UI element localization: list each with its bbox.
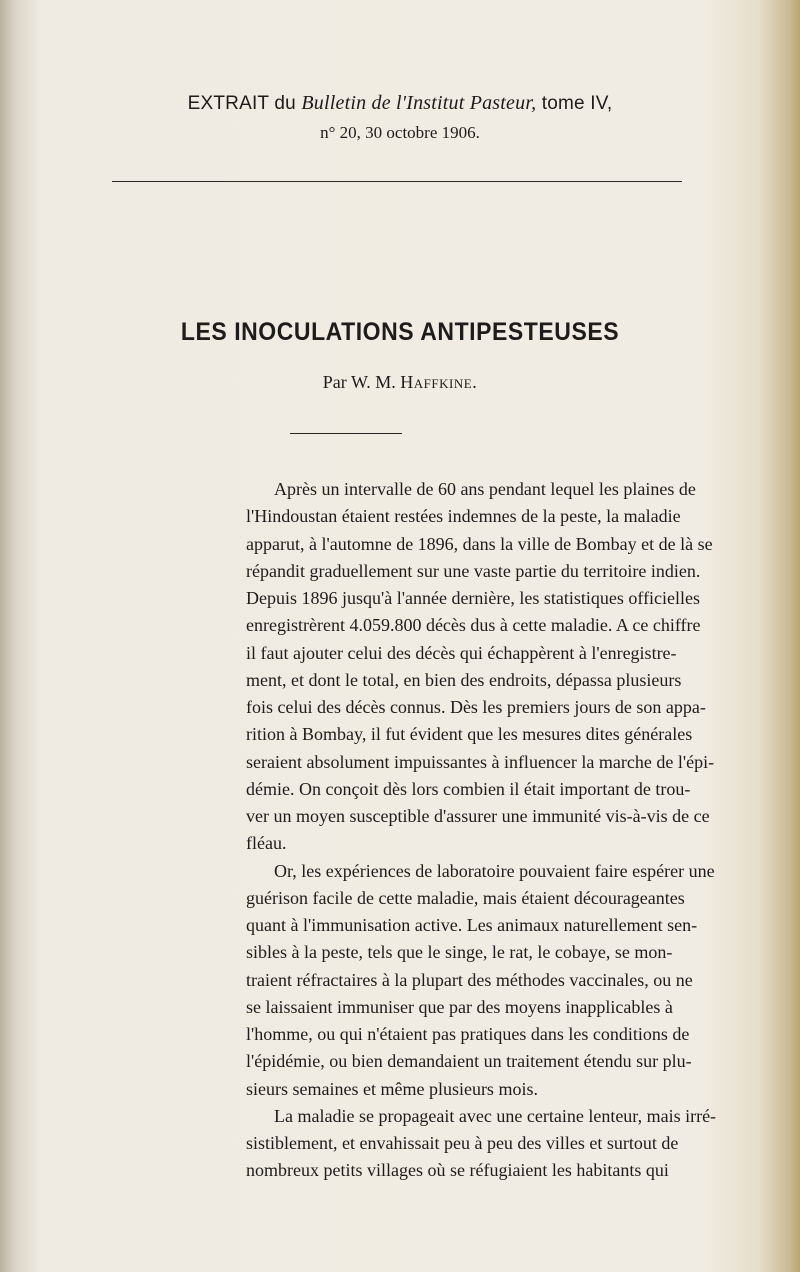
byline bbox=[0, 372, 800, 393]
text-line: répandit graduellement sur une vaste partie du territoire indien. bbox=[246, 560, 701, 581]
extract-prefix: EXTRAIT du bbox=[187, 93, 296, 114]
text-line: démie. On conçoit dès lors combien il était important de trou- bbox=[246, 778, 691, 799]
text-line: sieurs semaines et même plusieurs mois. bbox=[246, 1078, 538, 1099]
text-line: Depuis 1896 jusqu'à l'année dernière, les statistiques officielles bbox=[246, 588, 701, 608]
text-line: l'épidémie, ou bien demandaient un traitement étendu sur plu- bbox=[246, 1051, 692, 1072]
text-line: guérison facile de cette maladie, mais étaient décourageantes bbox=[246, 887, 685, 908]
paragraph bbox=[246, 858, 715, 1103]
issue-date: n° 20, 30 octobre 1906. bbox=[320, 123, 480, 142]
byline-prefix: Par W. M. bbox=[322, 372, 396, 392]
text-line: traient réfractaires à la plupart des méthodes vaccinales, ou ne bbox=[246, 969, 693, 990]
text-line: rition à Bombay, il fut évident que les mesures dites générales bbox=[246, 724, 693, 745]
text-line: il faut ajouter celui des décès qui échappèrent à l'enregistre- bbox=[246, 642, 677, 663]
text-line: ment, et dont le total, en bien des endroits, dépassa plusieurs bbox=[246, 669, 682, 690]
text-line: sistiblement, et envahissait peu à peu des villes et surtout de bbox=[246, 1133, 679, 1153]
journal-name: Bulletin de l'Institut Pasteur, bbox=[301, 92, 537, 114]
text-line: quant à l'immunisation active. Les animaux naturellement sen- bbox=[246, 915, 698, 935]
paragraph bbox=[246, 476, 715, 858]
text-line: Or, les expériences de laboratoire pouvaient faire espérer une bbox=[274, 860, 715, 881]
text-line: fléau. bbox=[246, 833, 287, 854]
text-line: l'homme, ou qui n'étaient pas pratiques dans les conditions de bbox=[246, 1024, 690, 1044]
text-line: nombreux petits villages où se réfugiaient les habitants qui bbox=[246, 1160, 669, 1181]
extract-citation bbox=[0, 92, 800, 115]
header-divider bbox=[112, 181, 682, 182]
text-line: fois celui des décès connus. Dès les premiers jours de son appa- bbox=[246, 697, 706, 717]
text-line: l'Hindoustan étaient restées indemnes de la peste, la maladie bbox=[246, 506, 681, 527]
author-name: Haffkine. bbox=[400, 372, 478, 392]
article-title: LES INOCULATIONS ANTIPESTEUSES bbox=[180, 318, 620, 346]
text-line: sibles à la peste, tels que le singe, le rat, le cobaye, se mon- bbox=[246, 942, 673, 963]
text-line: seraient absolument impuissantes à influencer la marche de l'épi- bbox=[246, 751, 715, 772]
volume: tome IV, bbox=[541, 93, 613, 114]
text-line: se laissaient immuniser que par des moyens inapplicables à bbox=[246, 996, 673, 1017]
text-line: Après un intervalle de 60 ans pendant lequel les plaines de bbox=[274, 479, 696, 499]
text-line: ver un moyen susceptible d'assurer une immunité vis-à-vis de ce bbox=[246, 806, 710, 826]
title-divider bbox=[290, 433, 402, 434]
text-line: La maladie se propageait avec une certaine lenteur, mais irré- bbox=[274, 1105, 717, 1126]
text-line: apparut, à l'automne de 1896, dans la ville de Bombay et de là se bbox=[246, 533, 713, 554]
text-line: enregistrèrent 4.059.800 décès dus à cette maladie. A ce chiffre bbox=[246, 615, 701, 636]
article-body bbox=[246, 476, 717, 1185]
paragraph bbox=[246, 1103, 717, 1185]
